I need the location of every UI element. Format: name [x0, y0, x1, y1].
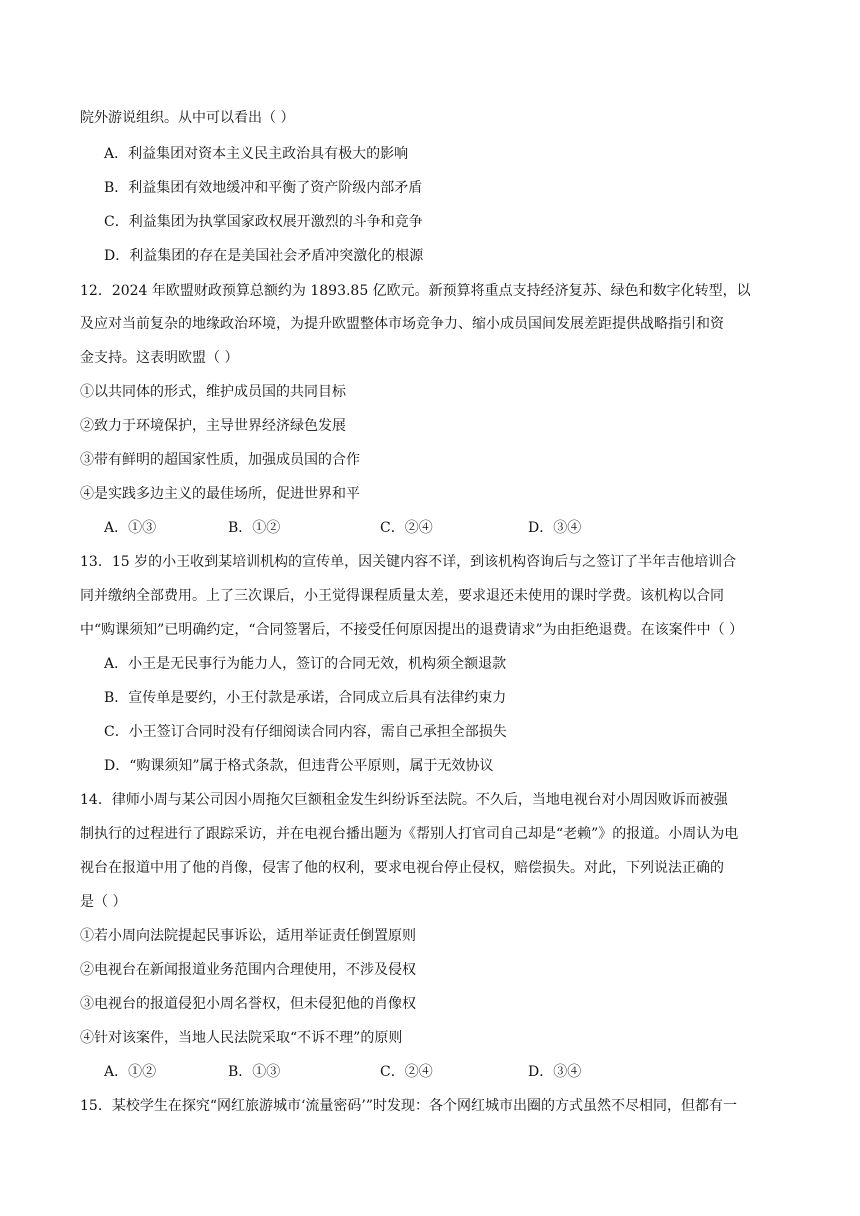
q12-statement-4: ④是实践多边主义的最佳场所，促进世界和平 [80, 486, 360, 502]
q12-stem-line-3: 金支持。这表明欧盟（ ） [80, 350, 239, 366]
q12-stem-line-1: 12．2024 年欧盟财政预算总额约为 1893.85 亿欧元。新预算将重点支持经济复苏、绿色和数字化转型，以 [80, 283, 751, 299]
q12-choice-c: C．②④ [380, 520, 433, 536]
q14-statement-3: ③电视台的报道侵犯小周名誉权，但未侵犯他的肖像权 [80, 996, 416, 1012]
q11-option-b: B．利益集团有效地缓冲和平衡了资产阶级内部矛盾 [104, 180, 423, 196]
q14-choice-d: D．③④ [528, 1064, 582, 1080]
q13-option-a: A．小王是无民事行为能力人，签订的合同无效，机构须全额退款 [104, 656, 507, 672]
q14-stem-line-4: 是（ ） [80, 894, 127, 910]
q12-statement-2: ②致力于环境保护，主导世界经济绿色发展 [80, 418, 346, 434]
q14-stem-line-3: 视台在报道中用了他的肖像，侵害了他的权利，要求电视台停止侵权，赔偿损失。对此，下列说法正确的 [80, 860, 724, 876]
q14-choice-b: B．①③ [228, 1064, 281, 1080]
q11-option-a: A．利益集团对资本主义民主政治具有极大的影响 [104, 146, 409, 162]
q12-choices [104, 518, 664, 538]
q13-stem-line-2: 同并缴纳全部费用。上了三次课后，小王觉得课程质量太差，要求退还未使用的课时学费。该机构以合同 [80, 588, 724, 604]
q14-choices [104, 1062, 664, 1082]
q11-option-d: D．利益集团的存在是美国社会矛盾冲突激化的根源 [104, 248, 424, 264]
q12-choice-a: A．①③ [104, 520, 157, 536]
q13-option-b: B．宣传单是要约，小王付款是承诺，合同成立后具有法律约束力 [104, 690, 507, 706]
q13-stem-line-1: 13．15 岁的小王收到某培训机构的宣传单，因关键内容不详，到该机构咨询后与之签订了半年吉他培训合 [80, 554, 737, 570]
q14-stem-line-1: 14．律师小周与某公司因小周拖欠巨额租金发生纠纷诉至法院。不久后，当地电视台对小周因败诉而被强 [80, 792, 728, 808]
q13-stem-line-3: 中“购课须知”已明确约定，“合同签署后，不接受任何原因提出的退费请求”为由拒绝退费。在该案件中（ ） [80, 622, 744, 638]
q14-stem-line-2: 制执行的过程进行了跟踪采访，并在电视台播出题为《帮别人打官司自己却是“老赖”》的报道。小周认为电 [80, 826, 739, 842]
q14-statement-4: ④针对该案件，当地人民法院采取“不诉不理”的原则 [80, 1030, 403, 1046]
q12-statement-3: ③带有鲜明的超国家性质，加强成员国的合作 [80, 452, 360, 468]
q14-statement-2: ②电视台在新闻报道业务范围内合理使用，不涉及侵权 [80, 962, 416, 978]
q12-choice-d: D．③④ [528, 520, 582, 536]
q12-choice-b: B．①② [228, 520, 281, 536]
q12-statement-1: ①以共同体的形式，维护成员国的共同目标 [80, 384, 346, 400]
q13-option-c: C．小王签订合同时没有仔细阅读合同内容，需自己承担全部损失 [104, 724, 507, 740]
q15-stem-start: 15．某校学生在探究“网红旅游城市‘流量密码’”时发现：各个网红城市出圈的方式虽然不尽相同，但都有一 [80, 1098, 738, 1114]
q14-statement-1: ①若小周向法院提起民事诉讼，适用举证责任倒置原则 [80, 928, 416, 944]
q14-choice-a: A．①② [104, 1064, 157, 1080]
q12-stem-line-2: 及应对当前复杂的地缘政治环境，为提升欧盟整体市场竞争力、缩小成员国间发展差距提供战略指引和资 [80, 316, 724, 332]
q14-choice-c: C．②④ [380, 1064, 433, 1080]
q11-option-c: C．利益集团为执掌国家政权展开激烈的斗争和竞争 [104, 214, 423, 230]
q11-stem-tail: 院外游说组织。从中可以看出（ ） [80, 110, 295, 126]
q13-option-d: D．“购课须知”属于格式条款，但违背公平原则，属于无效协议 [104, 758, 494, 774]
